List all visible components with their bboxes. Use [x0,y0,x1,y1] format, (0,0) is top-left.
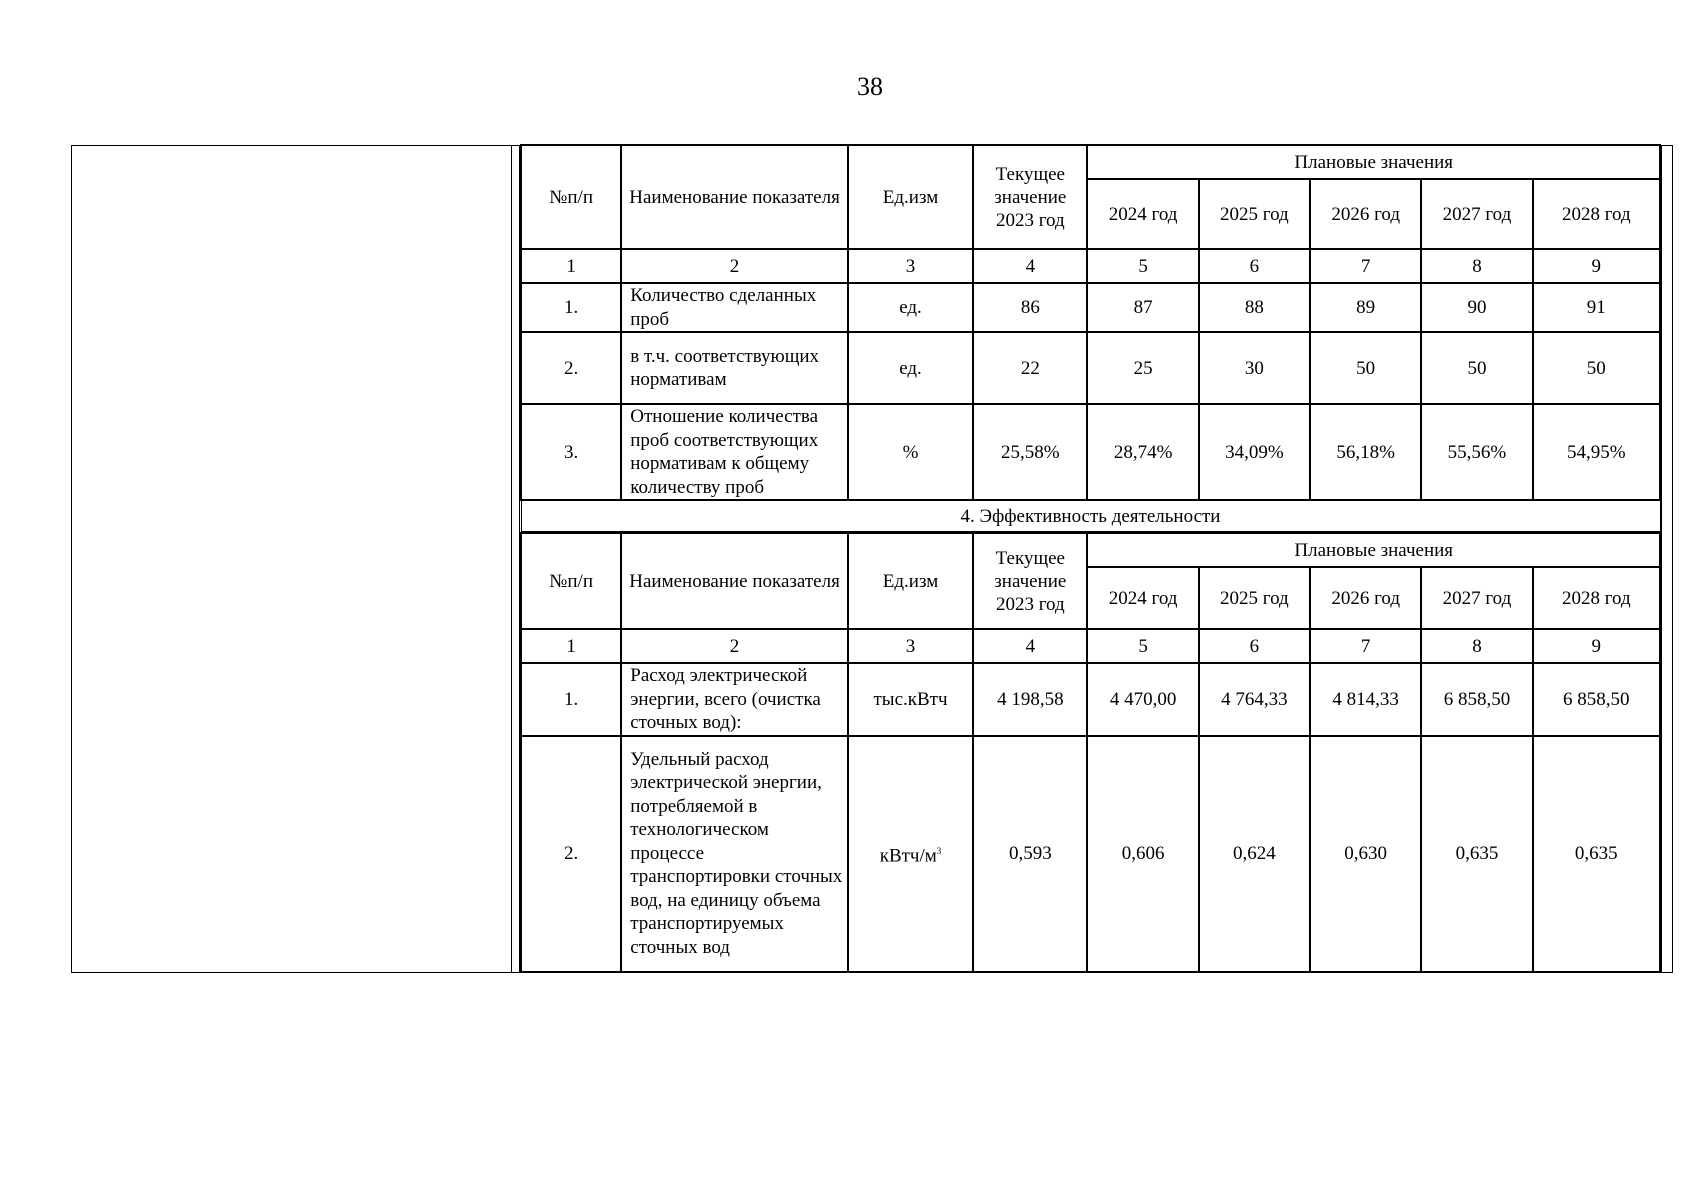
table-row [521,736,1660,972]
plan-value: 0,606 [1087,736,1198,972]
indicator-name: в т.ч. соответствующих нормативам [621,332,848,404]
plan-value: 4 764,33 [1199,663,1310,736]
column-number: 5 [1087,629,1198,663]
plan-value: 4 814,33 [1310,663,1421,736]
table-row [521,663,1660,736]
unit-superscript: 3 [936,845,942,856]
plan-value: 87 [1087,283,1198,332]
header-year: 2028 год [1533,567,1660,629]
column-number: 6 [1199,249,1310,283]
header-year: 2027 год [1421,179,1532,249]
column-number: 2 [621,249,848,283]
page-number: 38 [857,72,883,101]
header-current-value: Текущее значение 2023 год [973,145,1087,249]
plan-value: 54,95% [1533,404,1660,500]
left-empty-cell [72,146,512,972]
header-planned-values: Плановые значения [1087,145,1660,179]
plan-value: 91 [1533,283,1660,332]
header-year: 2025 год [1199,567,1310,629]
table-row [521,404,1660,500]
indicator-name: Количество сделанных проб [621,283,848,332]
plan-value: 6 858,50 [1533,663,1660,736]
plan-value: 56,18% [1310,404,1421,500]
header-planned-values: Плановые значения [1087,533,1660,567]
header-current-value: Текущее значение 2023 год [973,533,1087,629]
column-number: 1 [521,629,621,663]
header-number: №п/п [521,145,621,249]
column-number: 9 [1533,629,1660,663]
header-number: №п/п [521,533,621,629]
section-title: 4. Эффективность деятельности [521,500,1660,532]
header-year: 2024 год [1087,179,1198,249]
plan-value: 25 [1087,332,1198,404]
column-number: 3 [848,249,973,283]
indicator-name: Удельный расход электрической энергии, потребляемой в технологическом процессе транспортировки сточных вод, на единицу объема транспортируемых сточных вод [621,736,848,972]
header-year: 2026 год [1310,179,1421,249]
row-number: 2. [521,332,621,404]
column-number: 8 [1421,249,1532,283]
indicator-name: Отношение количества проб соответствующих нормативам к общему количеству проб [621,404,848,500]
plan-value: 50 [1421,332,1532,404]
header-year: 2027 год [1421,567,1532,629]
header-year: 2026 год [1310,567,1421,629]
column-number: 8 [1421,629,1532,663]
current-value: 22 [973,332,1087,404]
current-value: 4 198,58 [973,663,1087,736]
header-year: 2028 год [1533,179,1660,249]
table-row [521,332,1660,404]
column-number: 2 [621,629,848,663]
unit: ед. [848,332,973,404]
row-number: 1. [521,663,621,736]
column-number: 7 [1310,629,1421,663]
plan-value: 55,56% [1421,404,1532,500]
plan-value: 0,624 [1199,736,1310,972]
column-number: 1 [521,249,621,283]
row-number: 3. [521,404,621,500]
header-year: 2025 год [1199,179,1310,249]
header-year: 2024 год [1087,567,1198,629]
plan-value: 89 [1310,283,1421,332]
indicators-table-quality [520,144,1661,533]
plan-value: 90 [1421,283,1532,332]
current-value: 25,58% [973,404,1087,500]
plan-value: 4 470,00 [1087,663,1198,736]
column-number-row [521,629,1660,663]
header-unit: Ед.изм [848,145,973,249]
column-number: 3 [848,629,973,663]
column-number: 7 [1310,249,1421,283]
table-row [521,283,1660,332]
right-edge-line [1661,146,1662,972]
plan-value: 34,09% [1199,404,1310,500]
header-indicator-name: Наименование показателя [621,145,848,249]
row-number: 2. [521,736,621,972]
unit-base: кВтч/м [879,845,937,867]
indicators-table-efficiency [520,532,1661,973]
row-number: 1. [521,283,621,332]
unit [848,736,973,972]
plan-value: 0,635 [1421,736,1532,972]
current-value: 0,593 [973,736,1087,972]
column-number: 9 [1533,249,1660,283]
indicator-name: Расход электрической энергии, всего (очистка сточных вод): [621,663,848,736]
column-number: 5 [1087,249,1198,283]
plan-value: 30 [1199,332,1310,404]
plan-value: 28,74% [1087,404,1198,500]
header-unit: Ед.изм [848,533,973,629]
column-number: 4 [973,629,1087,663]
column-number-row [521,249,1660,283]
column-number: 4 [973,249,1087,283]
plan-value: 50 [1533,332,1660,404]
plan-value: 0,630 [1310,736,1421,972]
plan-value: 50 [1310,332,1421,404]
unit: тыс.кВтч [848,663,973,736]
plan-value: 88 [1199,283,1310,332]
unit: % [848,404,973,500]
plan-value: 0,635 [1533,736,1660,972]
plan-value: 6 858,50 [1421,663,1532,736]
current-value: 86 [973,283,1087,332]
column-number: 6 [1199,629,1310,663]
header-indicator-name: Наименование показателя [621,533,848,629]
unit: ед. [848,283,973,332]
